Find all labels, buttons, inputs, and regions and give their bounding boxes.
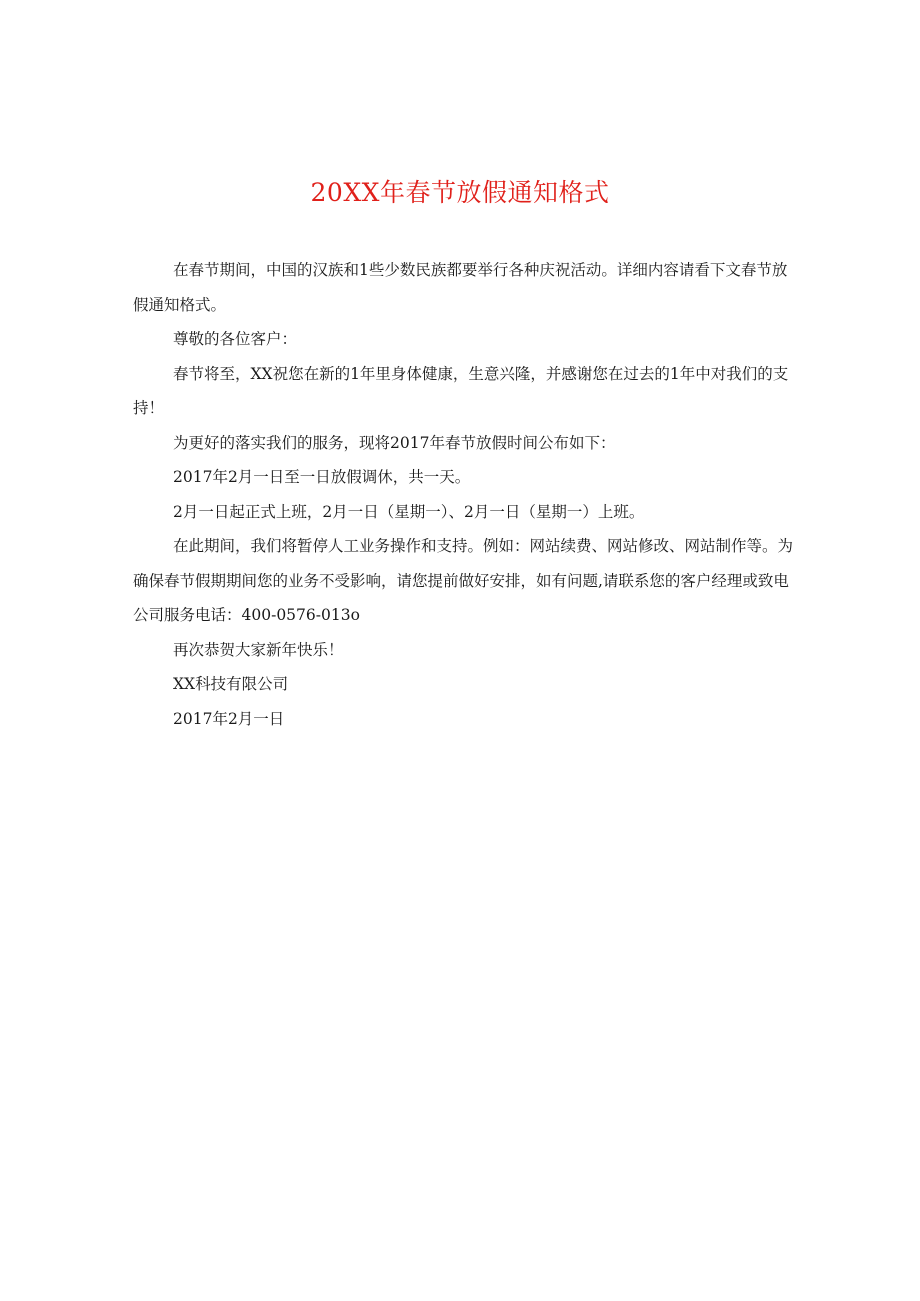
service-notice-paragraph: 在此期间，我们将暂停人工业务操作和支持。例如：网站续费、网站修改、网站制作等。为确保春节假期期间您的业务不受影响，请您提前做好安排，如有问题,请联系您的客户经理或致电公司服务电话：400-0576-013o <box>133 537 794 624</box>
company-signature: XX科技有限公司 <box>173 675 289 693</box>
salutation: 尊敬的各位客户： <box>173 330 298 348</box>
document-body <box>133 253 793 736</box>
intro-paragraph: 在春节期间，中国的汉族和1些少数民族都要举行各种庆祝活动。详细内容请看下文春节放假通知格式。 <box>133 261 788 314</box>
work-resume: 2月一日起正式上班，2月一日（星期一）、2月一日（星期一）上班。 <box>173 502 645 521</box>
holiday-period: 2017年2月一日至一日放假调休，共一天。 <box>173 468 471 486</box>
document-title: 20XX年春节放假通知格式 <box>310 178 610 207</box>
new-year-wishes: 再次恭贺大家新年快乐！ <box>173 640 344 659</box>
greeting-paragraph: 春节将至，XX祝您在新的1年里身体健康，生意兴隆，并感谢您在过去的1年中对我们的支持！ <box>133 364 789 417</box>
announcement-paragraph: 为更好的落实我们的服务，现将2017年春节放假时间公布如下： <box>173 433 616 452</box>
signature-date: 2017年2月一日 <box>173 709 285 728</box>
